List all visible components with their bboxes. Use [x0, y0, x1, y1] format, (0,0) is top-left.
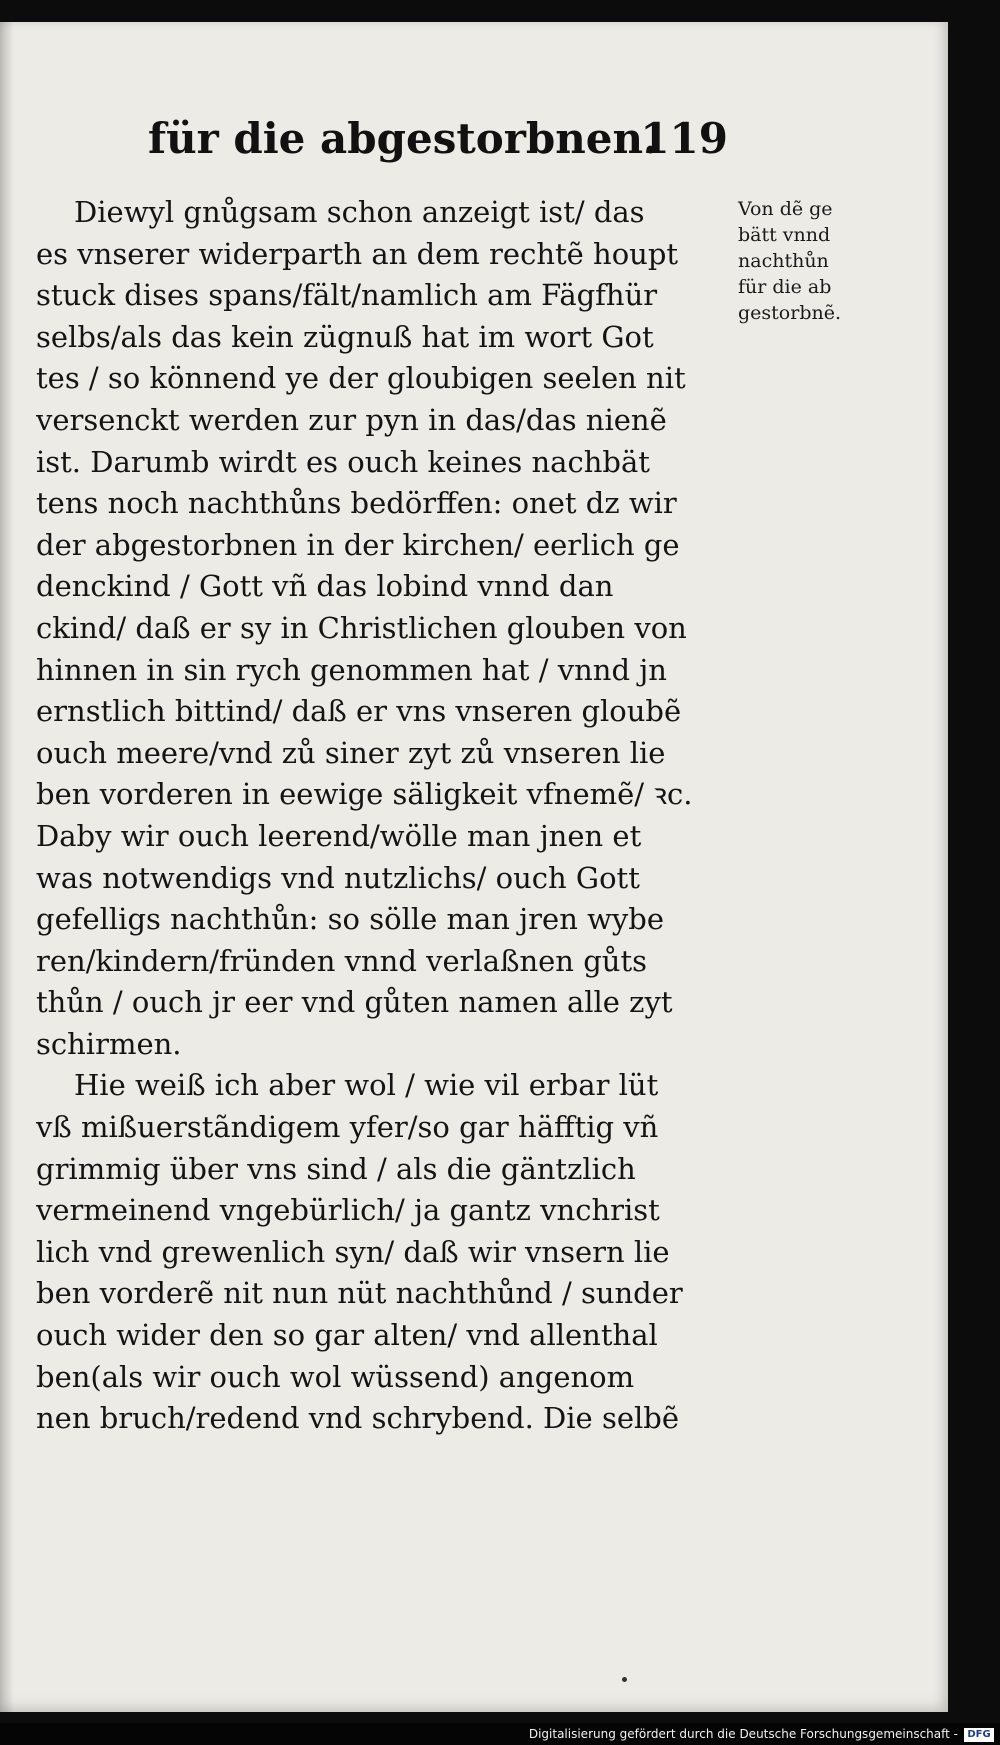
text-line: hinnen in sin rych genommen hat / vnnd jn: [36, 652, 667, 687]
text-line: nen bruch/redend vnd schrybend. Die selbẽ: [36, 1401, 679, 1436]
ink-dot: [622, 1677, 627, 1682]
book-page: [0, 22, 948, 1712]
text-line: gefelligs nachthůn: so sölle man jren wybe: [36, 902, 665, 937]
text-line: es vnserer widerparth an dem rechtẽ houpt: [36, 236, 679, 271]
text-line: ben vorderẽ nit nun nüt nachthůnd / sunder: [36, 1276, 683, 1311]
text-line: Hie weiß ich aber wol / wie vil erbar lüt: [74, 1068, 659, 1103]
text-line: ckind/ daß er sy in Christlichen glouben von: [36, 610, 687, 645]
text-line: vß mißuerstãndigem yfer/so gar häfftig vñ: [36, 1110, 659, 1145]
text-line: ren/kindern/fründen vnnd verlaßnen gůts: [36, 943, 647, 978]
marginal-note-line: für die ab: [738, 276, 832, 298]
marginal-note-line: bätt vnnd: [738, 224, 831, 246]
text-line: ben vorderen in eewige säligkeit vfnemẽ/ ꝛc.: [36, 777, 693, 812]
text-line: tes / so könnend ye der gloubigen seelen nit: [36, 361, 686, 396]
body-text: [36, 192, 736, 1440]
text-line: Daby wir ouch leerend/wölle man jnen et: [36, 818, 642, 853]
text-line: Diewyl gnůgsam schon anzeigt ist/ das: [74, 195, 645, 229]
text-line: ouch wider den so gar alten/ vnd allenthal: [36, 1318, 658, 1353]
text-line: schirmen.: [36, 1026, 182, 1061]
text-line: was notwendigs vnd nutzlichs/ ouch Gott: [36, 860, 640, 895]
text-line: denckind / Gott vñ das lobind vnnd dan: [36, 569, 614, 604]
text-line: lich vnd grewenlich syn/ daß wir vnsern lie: [36, 1234, 670, 1269]
text-line: der abgestorbnen in der kirchen/ eerlich ge: [36, 527, 680, 562]
text-line: ist. Darumb wirdt es ouch keines nachbät: [36, 444, 650, 479]
text-line: ben(als wir ouch wol wüssend) angenom: [36, 1359, 635, 1394]
text-line: grimmig über vns sind / als die gäntzlich: [36, 1151, 636, 1186]
credit-bar: [0, 1723, 1000, 1745]
funding-credit: Digitalisierung gefördert durch die Deutsche Forschungsgemeinschaft -: [528, 1727, 958, 1741]
text-line: tens noch nachthůns bedörffen: onet dz wir: [36, 486, 677, 521]
page-header: [148, 114, 728, 184]
text-line: vermeinend vngebürlich/ ja gantz vnchrist: [36, 1193, 660, 1228]
marginal-note-line: Von dẽ ge: [738, 198, 833, 220]
text-line: selbs/als das kein zügnuß hat im wort Got: [36, 319, 654, 354]
dfg-logo: DFG: [964, 1728, 994, 1742]
text-line: versenckt werden zur pyn in das/das nienẽ: [36, 402, 667, 437]
text-line: thůn / ouch jr eer vnd gůten namen alle zyt: [36, 985, 673, 1020]
marginal-note: [738, 196, 888, 326]
text-line: ernstlich bittind/ daß er vns vnseren gloubẽ: [36, 694, 682, 729]
running-title: für die abgestorbnen.: [148, 114, 658, 163]
marginal-note-line: gestorbnẽ.: [738, 302, 841, 324]
text-line: ouch meere/vnd zů siner zyt zů vnseren lie: [36, 735, 666, 770]
marginal-note-line: nachthůn: [738, 250, 829, 272]
page-number: 119: [640, 114, 728, 163]
text-line: stuck dises spans/fält/namlich am Fägfhür: [36, 278, 658, 313]
